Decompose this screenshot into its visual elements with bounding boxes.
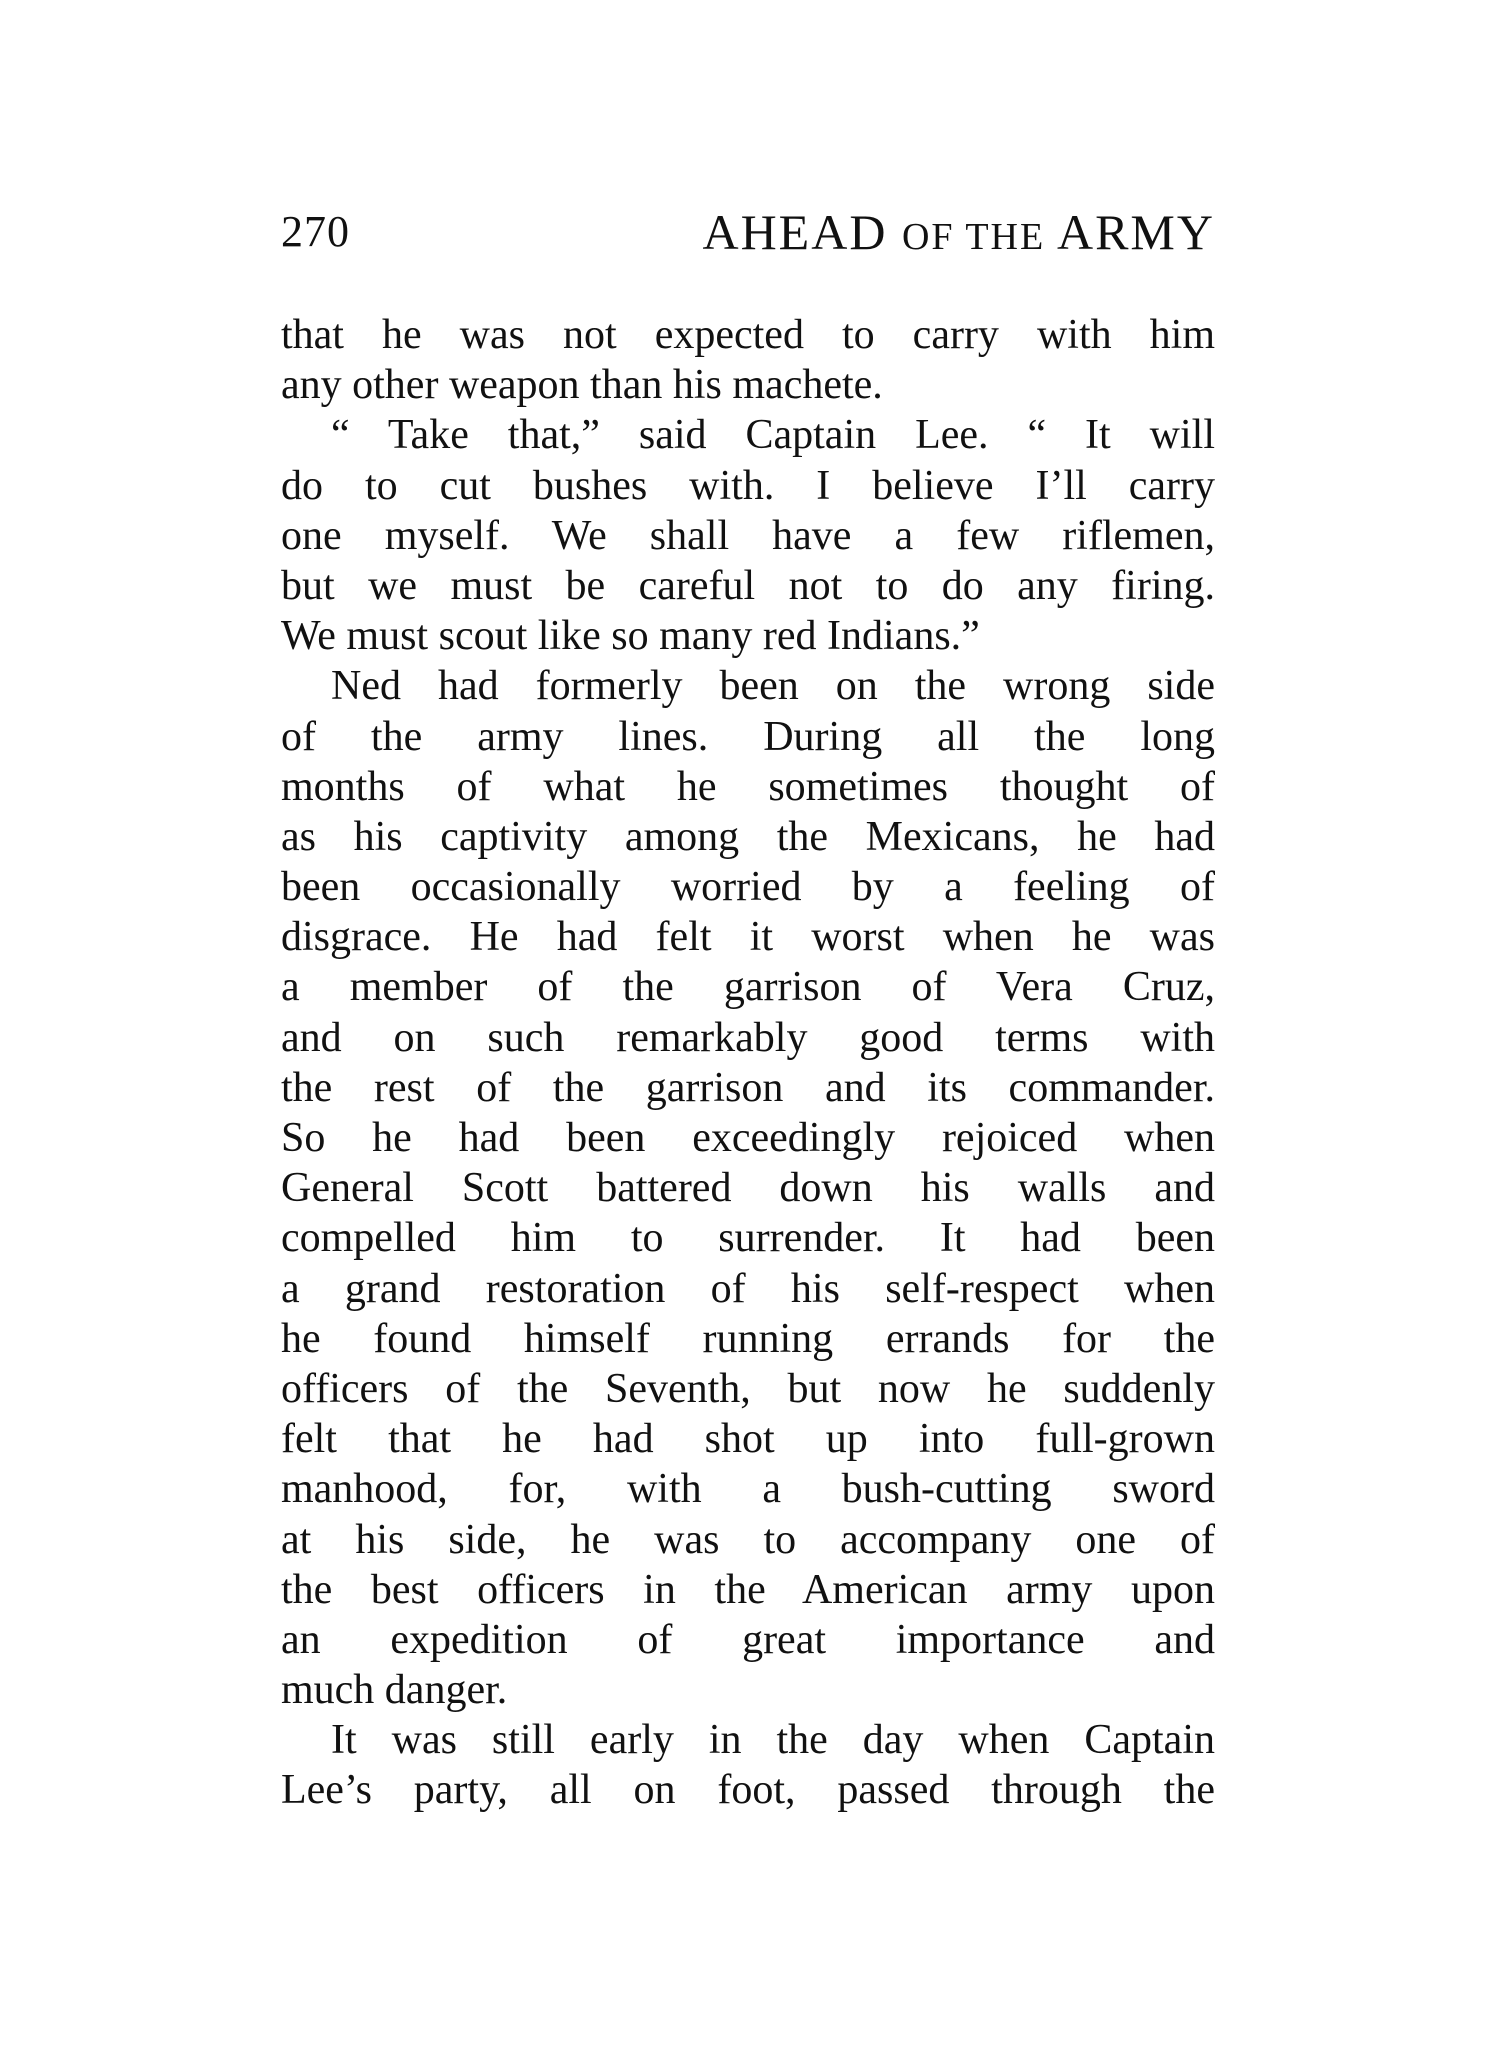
text-line: months of what he sometimes thought of	[281, 763, 1215, 810]
text-line: General Scott battered down his walls and	[281, 1165, 1215, 1212]
text-line: “ Take that,” said Captain Lee. “ It will	[331, 412, 1215, 459]
text-line: as his captivity among the Mexicans, he had	[281, 813, 1215, 860]
text-line: one myself. We shall have a few riflemen,	[281, 512, 1215, 559]
text-line: and on such remarkably good terms with	[281, 1014, 1215, 1061]
text-line: a grand restoration of his self-respect when	[281, 1265, 1215, 1312]
running-head-ahead: AHEAD	[702, 204, 888, 260]
text-line: So he had been exceedingly rejoiced when	[281, 1115, 1215, 1161]
page-number: 270	[281, 207, 350, 256]
text-line: a member of the garrison of Vera Cruz,	[281, 964, 1215, 1011]
running-head-army: ARMY	[1056, 204, 1215, 260]
text-line: but we must be careful not to do any firing.	[281, 562, 1215, 609]
text-line: the rest of the garrison and its commander.	[281, 1064, 1215, 1111]
text-line: any other weapon than his machete.	[281, 362, 883, 409]
text-line: at his side, he was to accompany one of	[281, 1516, 1215, 1563]
text-line: We must scout like so many red Indians.”	[281, 613, 980, 660]
text-line: Lee’s party, all on foot, passed through the	[281, 1767, 1215, 1814]
body-text	[281, 310, 1215, 1816]
text-line: officers of the Seventh, but now he suddenly	[281, 1365, 1215, 1412]
text-line: disgrace. He had felt it worst when he was	[281, 914, 1215, 961]
text-line: Ned had formerly been on the wrong side	[331, 663, 1215, 710]
text-line: do to cut bushes with. I believe I’ll carry	[281, 462, 1215, 509]
text-line: felt that he had shot up into full-grown	[281, 1416, 1215, 1463]
running-head-of-the: OF THE	[901, 216, 1046, 258]
text-line: the best officers in the American army upon	[281, 1566, 1215, 1613]
text-line: manhood, for, with a bush-cutting sword	[281, 1466, 1215, 1513]
running-head	[702, 200, 1215, 269]
text-line: It was still early in the day when Captain	[331, 1717, 1215, 1764]
text-line: he found himself running errands for the	[281, 1315, 1215, 1362]
text-line: compelled him to surrender. It had been	[281, 1215, 1215, 1262]
text-line: an expedition of great importance and	[281, 1616, 1215, 1663]
text-line: been occasionally worried by a feeling of	[281, 864, 1215, 911]
text-line: much danger.	[281, 1667, 508, 1714]
page-header	[281, 200, 1215, 264]
text-line: of the army lines. During all the long	[281, 713, 1215, 760]
text-line: that he was not expected to carry with him	[281, 312, 1215, 358]
